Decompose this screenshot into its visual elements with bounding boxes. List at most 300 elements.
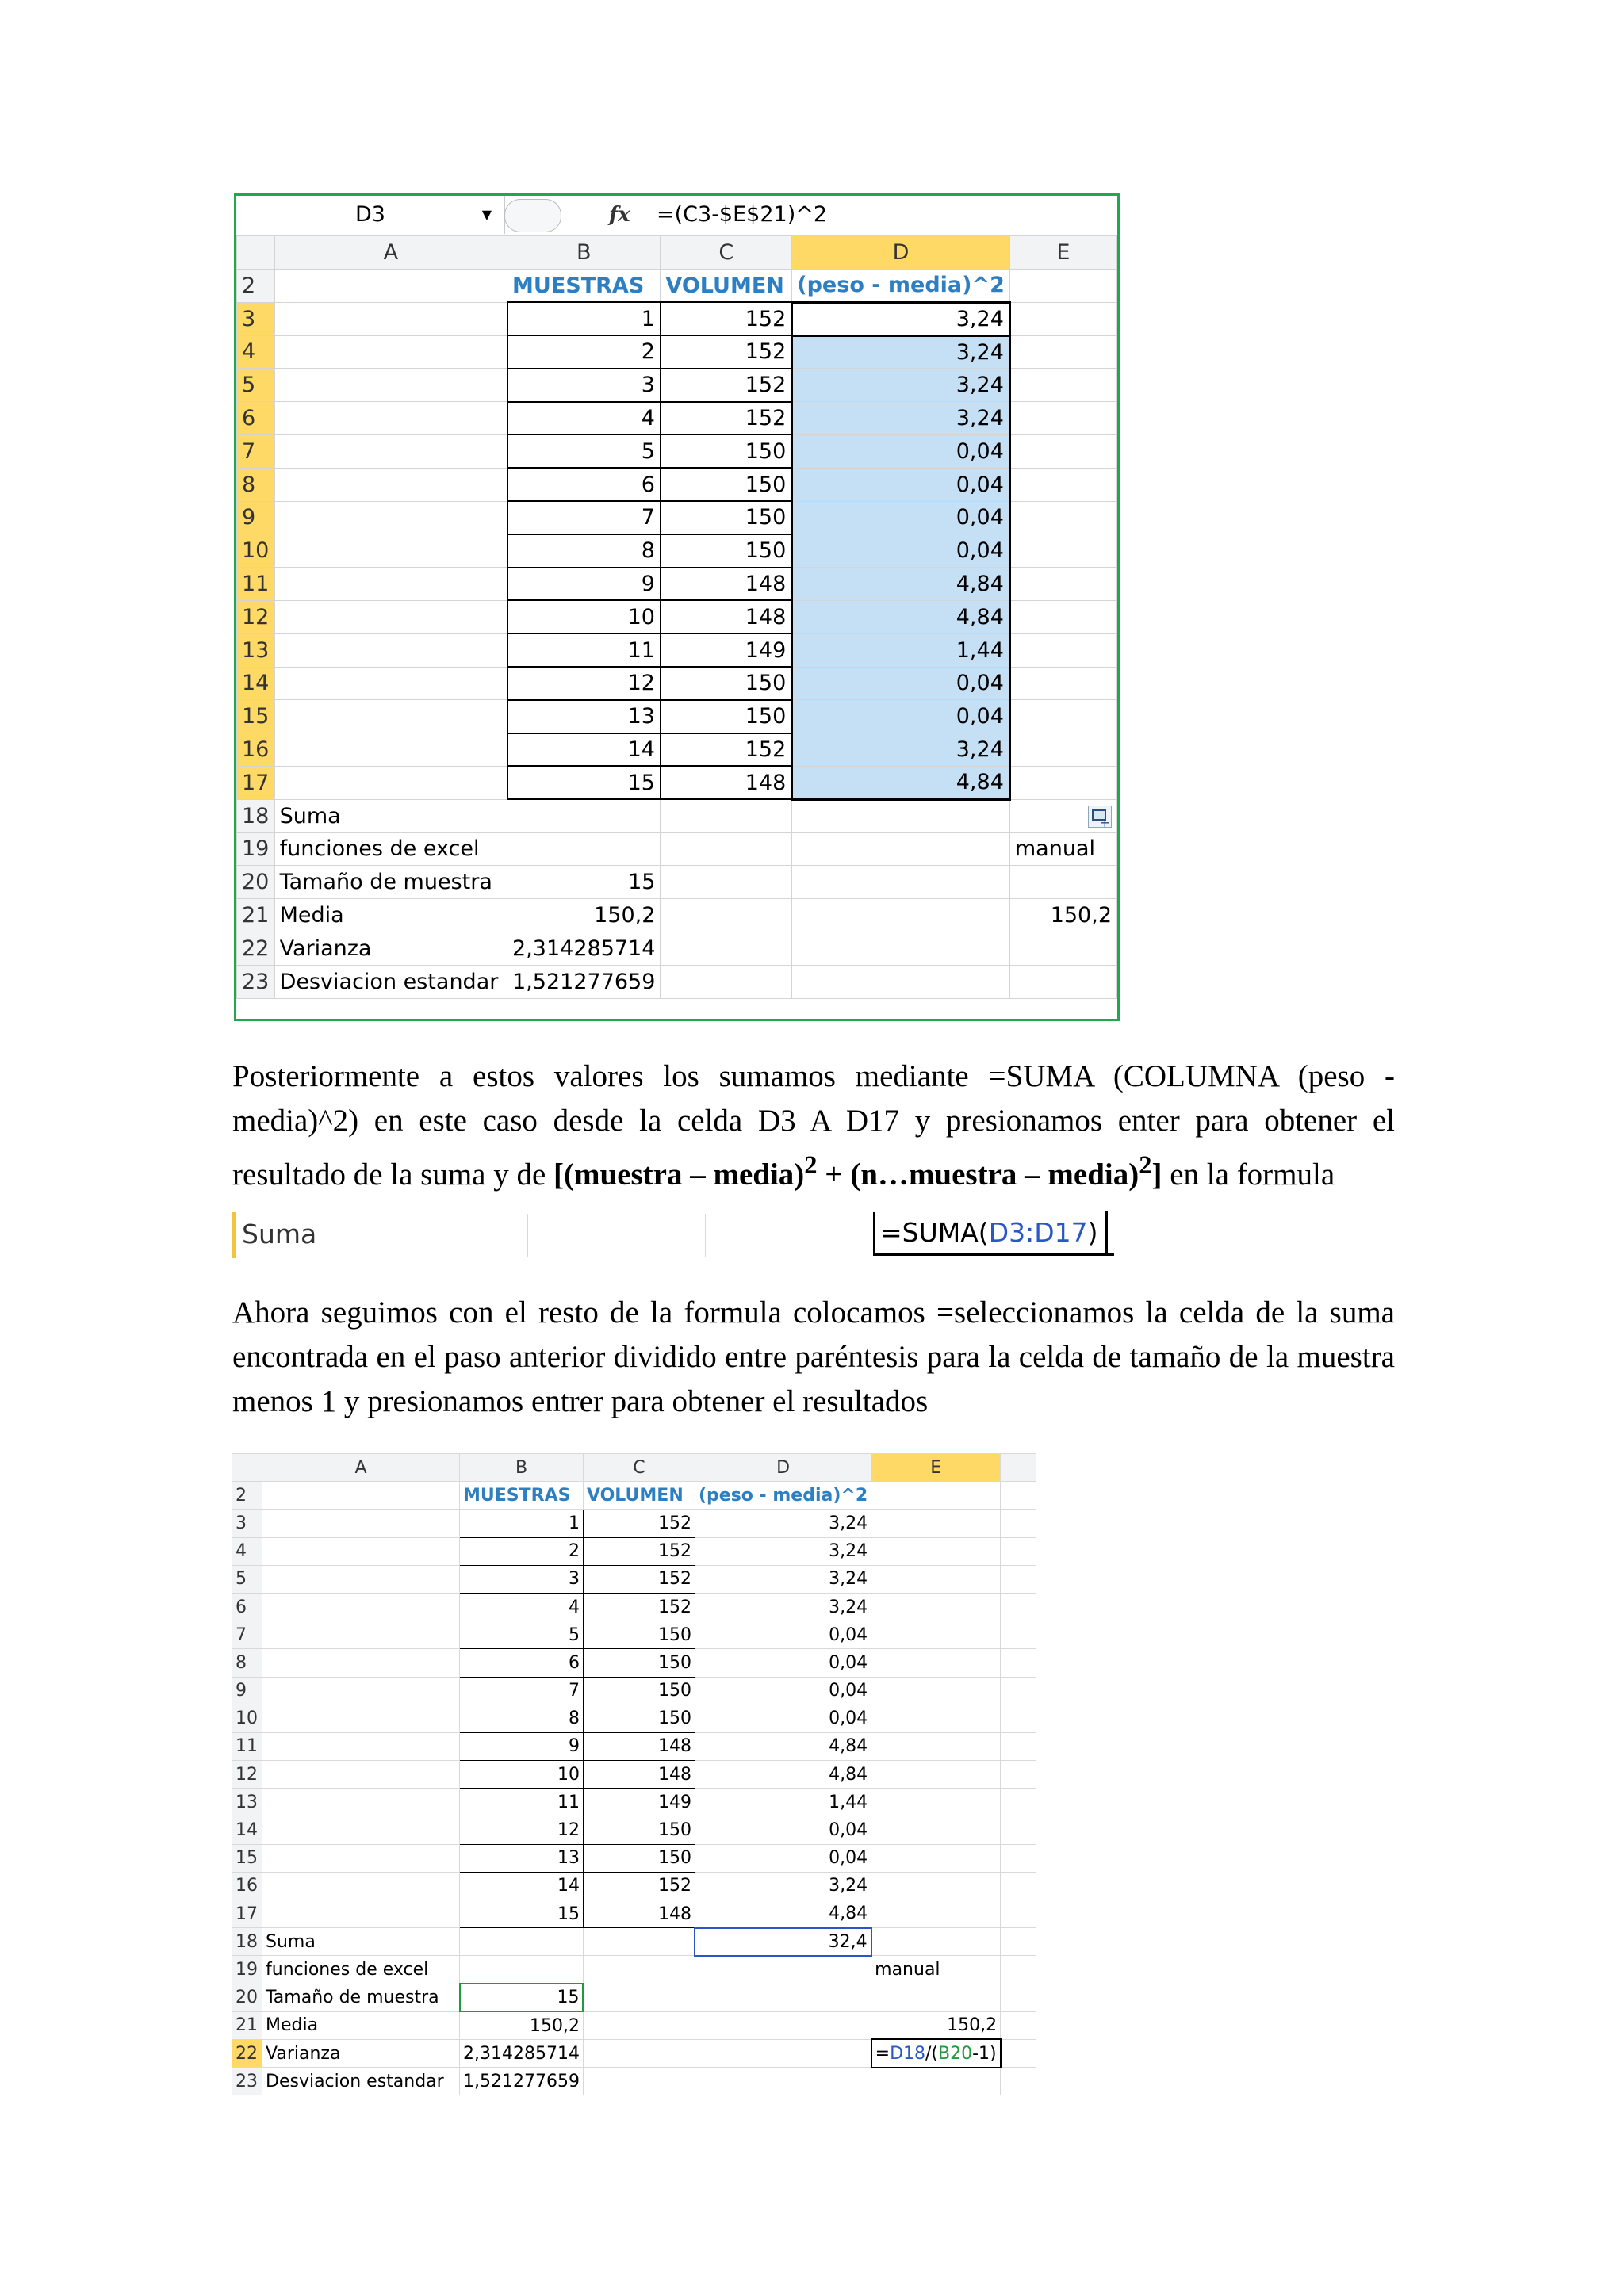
cell-e[interactable] bbox=[871, 1705, 1001, 1732]
cell-muestra[interactable]: 4 bbox=[508, 402, 661, 435]
cell-muestra[interactable]: 14 bbox=[460, 1872, 584, 1900]
summary-value-d[interactable] bbox=[695, 1956, 871, 1984]
cell-muestra[interactable]: 8 bbox=[460, 1705, 584, 1732]
cell-peso-media[interactable]: 0,04 bbox=[792, 667, 1010, 700]
cell-volumen[interactable]: 152 bbox=[661, 402, 792, 435]
cell-volumen[interactable]: 152 bbox=[661, 335, 792, 369]
cell-f[interactable] bbox=[1001, 1789, 1036, 1816]
summary-value-d[interactable] bbox=[792, 899, 1010, 932]
cell-muestra[interactable]: 6 bbox=[508, 468, 661, 501]
cell-peso-media[interactable]: 4,84 bbox=[792, 568, 1010, 601]
cell-volumen[interactable]: 152 bbox=[583, 1510, 695, 1537]
cell-a[interactable] bbox=[262, 1537, 460, 1565]
row-header[interactable]: 22 bbox=[237, 932, 275, 965]
header-muestras[interactable]: MUESTRAS bbox=[460, 1482, 584, 1510]
row-header[interactable]: 5 bbox=[237, 369, 275, 402]
cell-peso-media[interactable]: 4,84 bbox=[695, 1732, 871, 1760]
cell-muestra[interactable]: 6 bbox=[460, 1649, 584, 1677]
header-peso-media[interactable]: (peso - media)^2 bbox=[695, 1482, 871, 1510]
summary-value-b[interactable]: 1,521277659 bbox=[460, 2068, 584, 2095]
column-header[interactable]: C bbox=[661, 236, 792, 270]
header-volumen[interactable]: VOLUMEN bbox=[661, 270, 792, 303]
cell-muestra[interactable]: 1 bbox=[508, 302, 661, 335]
cell-volumen[interactable]: 150 bbox=[583, 1621, 695, 1649]
summary-value-e[interactable] bbox=[1009, 799, 1116, 832]
row-header[interactable]: 3 bbox=[232, 1510, 262, 1537]
cell-volumen[interactable]: 149 bbox=[661, 633, 792, 667]
row-header[interactable]: 13 bbox=[232, 1789, 262, 1816]
cell-e[interactable] bbox=[871, 1816, 1001, 1844]
cell-e[interactable] bbox=[871, 1677, 1001, 1705]
column-header[interactable]: C bbox=[583, 1454, 695, 1482]
cell-volumen[interactable]: 148 bbox=[583, 1732, 695, 1760]
summary-value-b[interactable]: 2,314285714 bbox=[508, 932, 661, 965]
cell-f[interactable] bbox=[1001, 1928, 1036, 1956]
summary-label[interactable]: funciones de excel bbox=[274, 832, 507, 866]
summary-label[interactable]: Varianza bbox=[274, 932, 507, 965]
cell-volumen[interactable]: 152 bbox=[661, 733, 792, 767]
cell-f[interactable] bbox=[1001, 1537, 1036, 1565]
row-header[interactable]: 16 bbox=[237, 733, 275, 767]
cell-a[interactable] bbox=[274, 434, 507, 468]
row-header[interactable]: 16 bbox=[232, 1872, 262, 1900]
cell-e[interactable] bbox=[871, 1510, 1001, 1537]
cell-muestra[interactable]: 3 bbox=[460, 1565, 584, 1593]
cell-volumen[interactable]: 148 bbox=[661, 600, 792, 633]
cell-f[interactable] bbox=[1001, 1705, 1036, 1732]
paste-options-icon[interactable] bbox=[1088, 806, 1112, 828]
row-header[interactable]: 15 bbox=[237, 700, 275, 733]
summary-label[interactable]: Tamaño de muestra bbox=[262, 1984, 460, 2011]
row-header[interactable]: 14 bbox=[237, 667, 275, 700]
cell-a[interactable] bbox=[262, 1844, 460, 1872]
cell-c[interactable] bbox=[661, 965, 792, 998]
cell-a[interactable] bbox=[274, 534, 507, 568]
cell-f[interactable] bbox=[1001, 1956, 1036, 1984]
name-box[interactable] bbox=[236, 196, 505, 234]
cell-a[interactable] bbox=[274, 335, 507, 369]
summary-value-b[interactable]: 15 bbox=[508, 866, 661, 899]
cell-peso-media[interactable]: 3,24 bbox=[792, 369, 1010, 402]
row-header[interactable]: 14 bbox=[232, 1816, 262, 1844]
summary-value-d[interactable] bbox=[792, 799, 1010, 832]
cell-a[interactable] bbox=[274, 468, 507, 501]
cell-a[interactable] bbox=[274, 600, 507, 633]
cell-a[interactable] bbox=[262, 1732, 460, 1760]
row-header[interactable]: 3 bbox=[237, 302, 275, 335]
header-muestras[interactable]: MUESTRAS bbox=[508, 270, 661, 303]
cell-f[interactable] bbox=[1001, 1510, 1036, 1537]
summary-label[interactable]: Tamaño de muestra bbox=[274, 866, 507, 899]
cell-f[interactable] bbox=[1001, 2011, 1036, 2039]
cell-volumen[interactable]: 148 bbox=[583, 1761, 695, 1789]
row-header[interactable]: 5 bbox=[232, 1565, 262, 1593]
cell-peso-media[interactable]: 3,24 bbox=[695, 1872, 871, 1900]
row-header[interactable]: 10 bbox=[232, 1705, 262, 1732]
cell-muestra[interactable]: 9 bbox=[508, 568, 661, 601]
row-header[interactable]: 4 bbox=[237, 335, 275, 369]
cell-e[interactable] bbox=[871, 1872, 1001, 1900]
row-header[interactable]: 15 bbox=[232, 1844, 262, 1872]
fx-icon[interactable]: fx bbox=[609, 203, 630, 227]
cell-a2[interactable] bbox=[274, 270, 507, 303]
column-header[interactable]: A bbox=[274, 236, 507, 270]
summary-value-b[interactable]: 15 bbox=[460, 1984, 584, 2011]
cell-a[interactable] bbox=[274, 402, 507, 435]
cell-peso-media[interactable]: 4,84 bbox=[695, 1761, 871, 1789]
summary-value-b[interactable] bbox=[460, 1928, 584, 1956]
row-header[interactable]: 4 bbox=[232, 1537, 262, 1565]
cell-muestra[interactable]: 11 bbox=[460, 1789, 584, 1816]
cell-e[interactable] bbox=[1009, 369, 1116, 402]
cell-e2[interactable] bbox=[871, 1482, 1001, 1510]
cell-e[interactable] bbox=[871, 1844, 1001, 1872]
summary-value-d[interactable]: 32,4 bbox=[695, 1928, 871, 1956]
cell-a[interactable] bbox=[262, 1593, 460, 1621]
cell-e[interactable] bbox=[871, 1649, 1001, 1677]
cell-peso-media[interactable]: 0,04 bbox=[792, 700, 1010, 733]
cell-peso-media[interactable]: 0,04 bbox=[695, 1621, 871, 1649]
cell-f[interactable] bbox=[1001, 1732, 1036, 1760]
formula-input[interactable]: =(C3-$E$21)^2 bbox=[657, 202, 828, 227]
cell-muestra[interactable]: 13 bbox=[460, 1844, 584, 1872]
cell-c[interactable] bbox=[661, 799, 792, 832]
row-header[interactable]: 19 bbox=[232, 1956, 262, 1984]
cell-peso-media[interactable]: 0,04 bbox=[695, 1705, 871, 1732]
row-header[interactable]: 17 bbox=[232, 1900, 262, 1928]
cell-volumen[interactable]: 152 bbox=[583, 1593, 695, 1621]
row-header[interactable]: 22 bbox=[232, 2039, 262, 2067]
cell-a[interactable] bbox=[262, 1872, 460, 1900]
summary-value-e[interactable] bbox=[871, 2068, 1001, 2095]
cell-f[interactable] bbox=[1001, 2068, 1036, 2095]
cell-volumen[interactable]: 152 bbox=[661, 369, 792, 402]
cell-c[interactable] bbox=[661, 932, 792, 965]
varianza-formula-cell[interactable] bbox=[871, 2039, 1001, 2067]
cell-peso-media[interactable]: 0,04 bbox=[792, 534, 1010, 568]
summary-label[interactable]: funciones de excel bbox=[262, 1956, 460, 1984]
cell-volumen[interactable]: 152 bbox=[583, 1537, 695, 1565]
cell-peso-media[interactable]: 3,24 bbox=[695, 1593, 871, 1621]
cell-muestra[interactable]: 8 bbox=[508, 534, 661, 568]
cell-peso-media[interactable]: 0,04 bbox=[792, 501, 1010, 534]
summary-value-b[interactable]: 150,2 bbox=[508, 899, 661, 932]
row-header[interactable]: 12 bbox=[237, 600, 275, 633]
cell-a[interactable] bbox=[262, 1705, 460, 1732]
column-header[interactable]: B bbox=[460, 1454, 584, 1482]
column-header[interactable] bbox=[1001, 1454, 1036, 1482]
summary-value-d[interactable] bbox=[792, 965, 1010, 998]
cell-f[interactable] bbox=[1001, 2039, 1036, 2067]
cell-volumen[interactable]: 150 bbox=[661, 667, 792, 700]
cell-muestra[interactable]: 7 bbox=[460, 1677, 584, 1705]
cell-e[interactable] bbox=[1009, 468, 1116, 501]
summary-label[interactable]: Desviacion estandar bbox=[274, 965, 507, 998]
chevron-down-icon[interactable]: ▼ bbox=[481, 207, 492, 222]
cell-a[interactable] bbox=[274, 633, 507, 667]
cell-volumen[interactable]: 152 bbox=[583, 1872, 695, 1900]
cell-c[interactable] bbox=[583, 2068, 695, 2095]
cell-f[interactable] bbox=[1001, 1565, 1036, 1593]
cell-muestra[interactable]: 15 bbox=[460, 1900, 584, 1928]
cell-peso-media[interactable]: 3,24 bbox=[792, 733, 1010, 767]
cell-f[interactable] bbox=[1001, 1677, 1036, 1705]
row-header[interactable]: 2 bbox=[237, 270, 275, 303]
column-header[interactable]: D bbox=[792, 236, 1010, 270]
cell-a[interactable] bbox=[262, 1649, 460, 1677]
cell-c[interactable] bbox=[583, 2039, 695, 2067]
cell-volumen[interactable]: 150 bbox=[661, 700, 792, 733]
cell-peso-media[interactable]: 3,24 bbox=[695, 1510, 871, 1537]
cell-volumen[interactable]: 150 bbox=[583, 1649, 695, 1677]
cell-muestra[interactable]: 2 bbox=[460, 1537, 584, 1565]
cell-muestra[interactable]: 4 bbox=[460, 1593, 584, 1621]
cell-f[interactable] bbox=[1001, 1984, 1036, 2011]
row-header[interactable]: 8 bbox=[237, 468, 275, 501]
select-all-corner[interactable] bbox=[237, 236, 275, 270]
cell-e[interactable] bbox=[871, 1761, 1001, 1789]
cell-muestra[interactable]: 12 bbox=[508, 667, 661, 700]
cell-a[interactable] bbox=[274, 302, 507, 335]
cell-volumen[interactable]: 150 bbox=[583, 1844, 695, 1872]
cell-muestra[interactable]: 10 bbox=[508, 600, 661, 633]
cell-e[interactable] bbox=[1009, 534, 1116, 568]
summary-label[interactable]: Suma bbox=[262, 1928, 460, 1956]
row-header[interactable]: 20 bbox=[237, 866, 275, 899]
suma-formula-cell[interactable] bbox=[873, 1212, 1114, 1256]
cell-c[interactable] bbox=[661, 832, 792, 866]
cell-peso-media[interactable]: 1,44 bbox=[695, 1789, 871, 1816]
cell-muestra[interactable]: 11 bbox=[508, 633, 661, 667]
cell-c[interactable] bbox=[583, 2011, 695, 2039]
row-header[interactable]: 20 bbox=[232, 1984, 262, 2011]
row-header[interactable]: 9 bbox=[232, 1677, 262, 1705]
cell-volumen[interactable]: 152 bbox=[583, 1565, 695, 1593]
cell-peso-media[interactable]: 3,24 bbox=[792, 335, 1010, 369]
cell-a[interactable] bbox=[274, 568, 507, 601]
cell-peso-media[interactable]: 4,84 bbox=[792, 766, 1010, 799]
cell-a[interactable] bbox=[274, 369, 507, 402]
cell-e[interactable] bbox=[871, 1537, 1001, 1565]
row-header[interactable]: 21 bbox=[232, 2011, 262, 2039]
cell-f[interactable] bbox=[1001, 1816, 1036, 1844]
summary-label[interactable]: Desviacion estandar bbox=[262, 2068, 460, 2095]
cell-e[interactable] bbox=[1009, 434, 1116, 468]
cell-muestra[interactable]: 13 bbox=[508, 700, 661, 733]
cell-e[interactable] bbox=[871, 1593, 1001, 1621]
row-header[interactable]: 11 bbox=[232, 1732, 262, 1760]
summary-value-d[interactable] bbox=[695, 2039, 871, 2067]
row-header[interactable]: 2 bbox=[232, 1482, 262, 1510]
cell-f[interactable] bbox=[1001, 1649, 1036, 1677]
column-header[interactable]: E bbox=[871, 1454, 1001, 1482]
cell-f[interactable] bbox=[1001, 1872, 1036, 1900]
row-header[interactable]: 6 bbox=[237, 402, 275, 435]
summary-label[interactable]: Suma bbox=[274, 799, 507, 832]
cell-f[interactable] bbox=[1001, 1900, 1036, 1928]
cell-muestra[interactable]: 1 bbox=[460, 1510, 584, 1537]
cell-peso-media[interactable]: 1,44 bbox=[792, 633, 1010, 667]
cell-e[interactable] bbox=[1009, 700, 1116, 733]
header-peso-media[interactable]: (peso - media)^2 bbox=[792, 270, 1010, 303]
cell-f[interactable] bbox=[1001, 1621, 1036, 1649]
cell-volumen[interactable]: 150 bbox=[661, 434, 792, 468]
cell-e[interactable] bbox=[871, 1565, 1001, 1593]
cell-e[interactable] bbox=[871, 1900, 1001, 1928]
cell-volumen[interactable]: 150 bbox=[583, 1677, 695, 1705]
cell-peso-media[interactable]: 4,84 bbox=[792, 600, 1010, 633]
cell-c[interactable] bbox=[583, 1956, 695, 1984]
cell-peso-media[interactable]: 0,04 bbox=[695, 1649, 871, 1677]
cell-peso-media[interactable]: 4,84 bbox=[695, 1900, 871, 1928]
cell-a[interactable] bbox=[262, 1565, 460, 1593]
column-header[interactable]: B bbox=[508, 236, 661, 270]
cell-a[interactable] bbox=[262, 1510, 460, 1537]
cell-f[interactable] bbox=[1001, 1593, 1036, 1621]
cell-volumen[interactable]: 149 bbox=[583, 1789, 695, 1816]
cell-e[interactable] bbox=[1009, 501, 1116, 534]
row-header[interactable]: 23 bbox=[232, 2068, 262, 2095]
cell-f[interactable] bbox=[1001, 1844, 1036, 1872]
cell-e[interactable] bbox=[1009, 335, 1116, 369]
cell-c[interactable] bbox=[661, 866, 792, 899]
row-header[interactable]: 11 bbox=[237, 568, 275, 601]
cell-a[interactable] bbox=[262, 1761, 460, 1789]
cell-muestra[interactable]: 5 bbox=[508, 434, 661, 468]
column-header[interactable]: D bbox=[695, 1454, 871, 1482]
row-header[interactable]: 10 bbox=[237, 534, 275, 568]
summary-value-e[interactable]: manual bbox=[1009, 832, 1116, 866]
cell-volumen[interactable]: 150 bbox=[661, 501, 792, 534]
cell-peso-media[interactable]: 3,24 bbox=[792, 402, 1010, 435]
summary-value-d[interactable] bbox=[695, 1984, 871, 2011]
summary-value-b[interactable]: 1,521277659 bbox=[508, 965, 661, 998]
row-header[interactable]: 12 bbox=[232, 1761, 262, 1789]
cell-volumen[interactable]: 148 bbox=[583, 1900, 695, 1928]
formula-bar-controls[interactable] bbox=[504, 199, 561, 232]
summary-value-b[interactable] bbox=[460, 1956, 584, 1984]
cell-volumen[interactable]: 150 bbox=[583, 1705, 695, 1732]
cell-a[interactable] bbox=[262, 1677, 460, 1705]
summary-label[interactable]: Media bbox=[262, 2011, 460, 2039]
cell-e[interactable] bbox=[1009, 633, 1116, 667]
cell-a[interactable] bbox=[274, 501, 507, 534]
summary-value-e[interactable] bbox=[871, 1984, 1001, 2011]
cell-muestra[interactable]: 9 bbox=[460, 1732, 584, 1760]
summary-label[interactable]: Media bbox=[274, 899, 507, 932]
row-header[interactable]: 23 bbox=[237, 965, 275, 998]
cell-volumen[interactable]: 150 bbox=[583, 1816, 695, 1844]
row-header[interactable]: 13 bbox=[237, 633, 275, 667]
cell-e[interactable] bbox=[1009, 600, 1116, 633]
cell-peso-media[interactable]: 0,04 bbox=[695, 1677, 871, 1705]
summary-value-e[interactable]: 150,2 bbox=[871, 2011, 1001, 2039]
cell-e2[interactable] bbox=[1009, 270, 1116, 303]
cell-e[interactable] bbox=[1009, 766, 1116, 799]
cell-e[interactable] bbox=[1009, 733, 1116, 767]
summary-value-e[interactable]: manual bbox=[871, 1956, 1001, 1984]
select-all-corner[interactable] bbox=[232, 1454, 262, 1482]
cell-a[interactable] bbox=[274, 700, 507, 733]
cell-muestra[interactable]: 7 bbox=[508, 501, 661, 534]
cell-a[interactable] bbox=[262, 1621, 460, 1649]
summary-value-d[interactable] bbox=[695, 2068, 871, 2095]
cell-muestra[interactable]: 15 bbox=[508, 766, 661, 799]
cell-e[interactable] bbox=[871, 1621, 1001, 1649]
row-header[interactable]: 18 bbox=[232, 1928, 262, 1956]
row-header[interactable]: 9 bbox=[237, 501, 275, 534]
row-header[interactable]: 7 bbox=[232, 1621, 262, 1649]
summary-value-e[interactable] bbox=[1009, 866, 1116, 899]
cell-e[interactable] bbox=[1009, 302, 1116, 335]
summary-value-d[interactable] bbox=[792, 866, 1010, 899]
summary-value-e[interactable]: 150,2 bbox=[1009, 899, 1116, 932]
cell-c[interactable] bbox=[661, 899, 792, 932]
row-header[interactable]: 21 bbox=[237, 899, 275, 932]
row-header[interactable]: 8 bbox=[232, 1649, 262, 1677]
cell-e[interactable] bbox=[871, 1732, 1001, 1760]
cell-e[interactable] bbox=[1009, 402, 1116, 435]
cell-a[interactable] bbox=[274, 733, 507, 767]
cell-peso-media[interactable]: 3,24 bbox=[695, 1565, 871, 1593]
cell-peso-media[interactable]: 3,24 bbox=[695, 1537, 871, 1565]
cell-a[interactable] bbox=[262, 1816, 460, 1844]
summary-value-d[interactable] bbox=[792, 932, 1010, 965]
column-header[interactable]: E bbox=[1009, 236, 1116, 270]
summary-value-d[interactable] bbox=[792, 832, 1010, 866]
cell-volumen[interactable]: 150 bbox=[661, 468, 792, 501]
row-header[interactable]: 6 bbox=[232, 1593, 262, 1621]
cell-a[interactable] bbox=[274, 667, 507, 700]
summary-value-e[interactable] bbox=[871, 1928, 1001, 1956]
cell-a[interactable] bbox=[262, 1789, 460, 1816]
cell-volumen[interactable]: 148 bbox=[661, 568, 792, 601]
summary-value-b[interactable]: 150,2 bbox=[460, 2011, 584, 2039]
row-header[interactable]: 18 bbox=[237, 799, 275, 832]
cell-peso-media[interactable]: 0,04 bbox=[695, 1844, 871, 1872]
header-volumen[interactable]: VOLUMEN bbox=[583, 1482, 695, 1510]
row-header[interactable]: 17 bbox=[237, 766, 275, 799]
cell-e[interactable] bbox=[1009, 667, 1116, 700]
summary-value-d[interactable] bbox=[695, 2011, 871, 2039]
summary-value-e[interactable] bbox=[1009, 932, 1116, 965]
cell-volumen[interactable]: 150 bbox=[661, 534, 792, 568]
cell-muestra[interactable]: 3 bbox=[508, 369, 661, 402]
row-header[interactable]: 19 bbox=[237, 832, 275, 866]
column-header[interactable]: A bbox=[262, 1454, 460, 1482]
cell-muestra[interactable]: 2 bbox=[508, 335, 661, 369]
cell-volumen[interactable]: 152 bbox=[661, 302, 792, 335]
cell-f[interactable] bbox=[1001, 1761, 1036, 1789]
row-header[interactable]: 7 bbox=[237, 434, 275, 468]
cell-e[interactable] bbox=[871, 1789, 1001, 1816]
cell-a[interactable] bbox=[274, 766, 507, 799]
cell-muestra[interactable]: 14 bbox=[508, 733, 661, 767]
cell-a2[interactable] bbox=[262, 1482, 460, 1510]
summary-value-b[interactable]: 2,314285714 bbox=[460, 2039, 584, 2067]
cell-volumen[interactable]: 148 bbox=[661, 766, 792, 799]
cell-peso-media[interactable]: 0,04 bbox=[792, 434, 1010, 468]
summary-value-e[interactable] bbox=[1009, 965, 1116, 998]
cell-a[interactable] bbox=[262, 1900, 460, 1928]
cell-c[interactable] bbox=[583, 1984, 695, 2011]
cell-muestra[interactable]: 12 bbox=[460, 1816, 584, 1844]
cell-peso-media[interactable]: 0,04 bbox=[792, 468, 1010, 501]
summary-label[interactable]: Varianza bbox=[262, 2039, 460, 2067]
cell-muestra[interactable]: 5 bbox=[460, 1621, 584, 1649]
cell-f[interactable] bbox=[1001, 1482, 1036, 1510]
cell-peso-media[interactable]: 3,24 bbox=[792, 302, 1010, 335]
